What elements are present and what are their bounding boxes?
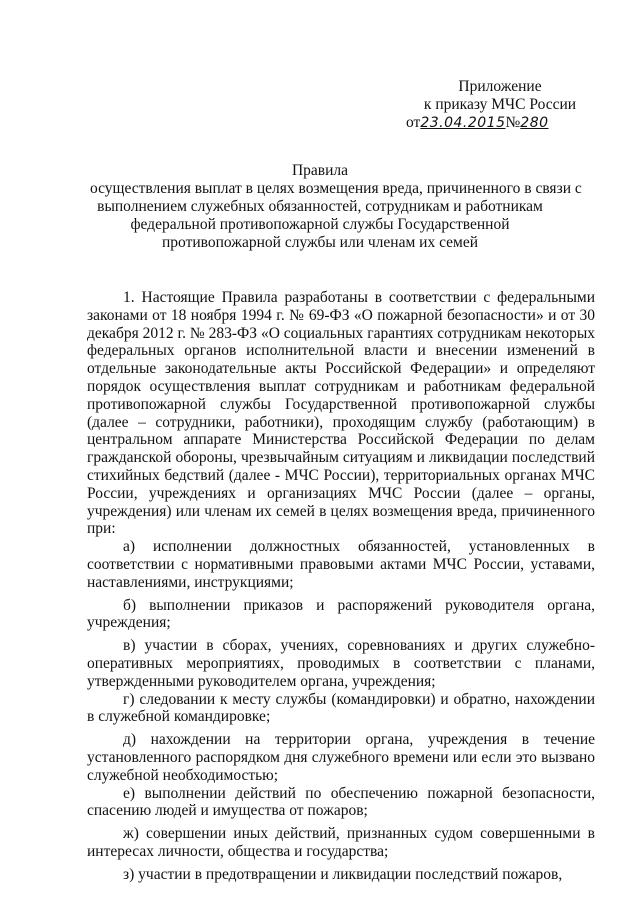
- list-item-d: д) нахождении на территории органа, учреждения в течение установленного распорядком дня служебного времени или если это вызвано служебной необходимостью;: [87, 731, 595, 784]
- paragraph-1: 1. Настоящие Правила разработаны в соответствии с федеральными законами от 18 ноября 1994 г. № 69-ФЗ «О пожарной безопасности» и от 30 декабря 2012 г. № 283-ФЗ «О социальных гарантиях сотрудникам некоторых федеральных органов исполнительной власти и внесении изменений в отдельные законодательные акты Российской Федерации» и определяют порядок осуществления выплат сотрудникам и работникам федеральной противопожарной службы Государственной противопожарной службы (далее – сотрудники, работники), проходящим службу (работающим) в центральном аппарате Министерства Российской Федерации по делам гражданской обороны, чрезвычайным ситуациям и ликвидации последствий стихийных бедствий (далее - МЧС России), территориальных органах МЧС России, учреждениях и организациях МЧС России (далее – органы, учреждения) или членам их семей в целях возмещения вреда, причиненного при:: [87, 289, 595, 538]
- appendix-label: Приложение: [458, 78, 542, 95]
- document-title: [90, 162, 582, 252]
- list-item-b: б) выполнении приказов и распоряжений руководителя органа, учреждения;: [87, 596, 595, 632]
- list-item-z: з) участии в предотвращении и ликвидации последствий пожаров,: [123, 865, 563, 883]
- list-item-e: е) выполнении действий по обеспечению пожарной безопасности, спасению людей и имущества от пожаров;: [87, 784, 595, 820]
- title-line-4: федеральной противопожарной службы Государственной: [130, 216, 510, 233]
- title-line-5: противопожарной службы или членам их семей: [162, 234, 478, 251]
- order-date-number: [400, 114, 600, 132]
- document-body: [87, 289, 595, 884]
- number-sign: №: [505, 114, 521, 131]
- list-item-a: а) исполнении должностных обязанностей, установленных в соответствии с нормативными правовыми актами МЧС России, уставами, наставлениями, инструкциями;: [87, 538, 595, 591]
- order-reference: к приказу МЧС России: [423, 96, 577, 113]
- document-header: [400, 78, 600, 132]
- title-line-3: выполнением служебных обязанностей, сотрудникам и работникам: [97, 198, 543, 215]
- list-item-v: в) участии в сборах, учениях, соревнованиях и других служебно-оперативных мероприятиях, проводимых в соответствии с планами, утвержденными руководителем органа, учреждения;: [87, 637, 595, 690]
- date-prefix: от: [406, 114, 421, 131]
- handwritten-number: 280: [520, 115, 549, 131]
- title-line-1: Правила: [291, 162, 349, 179]
- list-item-zh: ж) совершении иных действий, признанных судом совершенными в интересах личности, общества и государства;: [87, 825, 595, 860]
- title-line-2: осуществления выплат в целях возмещения вреда, причиненного в связи с: [90, 180, 582, 197]
- handwritten-date: 23.04.2015: [420, 115, 506, 131]
- list-item-g: г) следовании к месту службы (командировки) и обратно, нахождении в служебной командировке;: [87, 690, 595, 726]
